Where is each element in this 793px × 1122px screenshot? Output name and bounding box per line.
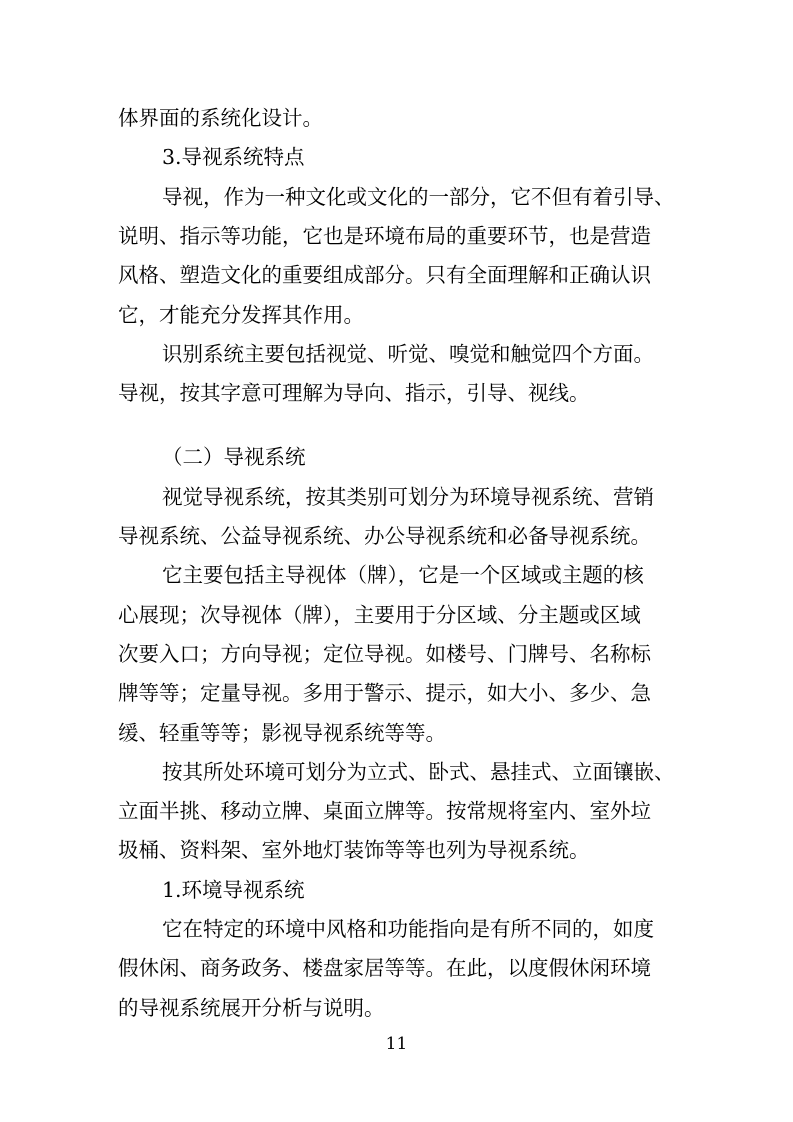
text-line: 它，才能充分发挥其作用。 [118, 302, 364, 327]
text-line: 导视，按其字意可理解为导向、指示，引导、视线。 [118, 381, 590, 406]
text-line: 缓、轻重等等；影视导视系统等等。 [118, 720, 446, 745]
section-heading: 3.导视系统特点 [162, 145, 305, 170]
text-line: 立面半挑、移动立牌、桌面立牌等。按常规将室内、室外垃 [118, 799, 651, 824]
text-line: 风格、塑造文化的重要组成部分。只有全面理解和正确认识 [118, 263, 651, 288]
section-heading: （二）导视系统 [162, 445, 306, 470]
text-line: 心展现；次导视体（牌），主要用于分区域、分主题或区域 [118, 602, 641, 627]
text-line: 次要入口；方向导视；定位导视。如楼号、门牌号、名称标 [118, 641, 651, 666]
text-line: 牌等等；定量导视。多用于警示、提示，如大小、多少、急 [118, 681, 651, 706]
text-line: 圾桶、资料架、室外地灯装饰等等也列为导视系统。 [118, 838, 590, 863]
text-line: 的导视系统展开分析与说明。 [118, 995, 385, 1020]
text-line: 导视，作为一种文化或文化的一部分，它不但有着引导、 [162, 184, 675, 209]
text-line: 识别系统主要包括视觉、听觉、嗅觉和触觉四个方面。 [162, 341, 654, 366]
text-line: 说明、指示等功能，它也是环境布局的重要环节，也是营造 [118, 223, 651, 248]
section-heading: 1.环境导视系统 [162, 877, 305, 902]
text-line: 假休闲、商务政务、楼盘家居等等。在此，以度假休闲环境 [118, 956, 651, 981]
text-line: 视觉导视系统，按其类别可划分为环境导视系统、营销 [162, 484, 654, 509]
text-line: 导视系统、公益导视系统、办公导视系统和必备导视系统。 [118, 524, 651, 548]
text-line: 它在特定的环境中风格和功能指向是有所不同的，如度 [162, 917, 654, 941]
page-number: 11 [385, 1034, 408, 1054]
text-line: 体界面的系统化设计。 [118, 106, 323, 130]
text-line: 按其所处环境可划分为立式、卧式、悬挂式、立面镶嵌、 [162, 759, 675, 784]
text-line: 它主要包括主导视体（牌），它是一个区域或主题的核 [162, 563, 644, 588]
